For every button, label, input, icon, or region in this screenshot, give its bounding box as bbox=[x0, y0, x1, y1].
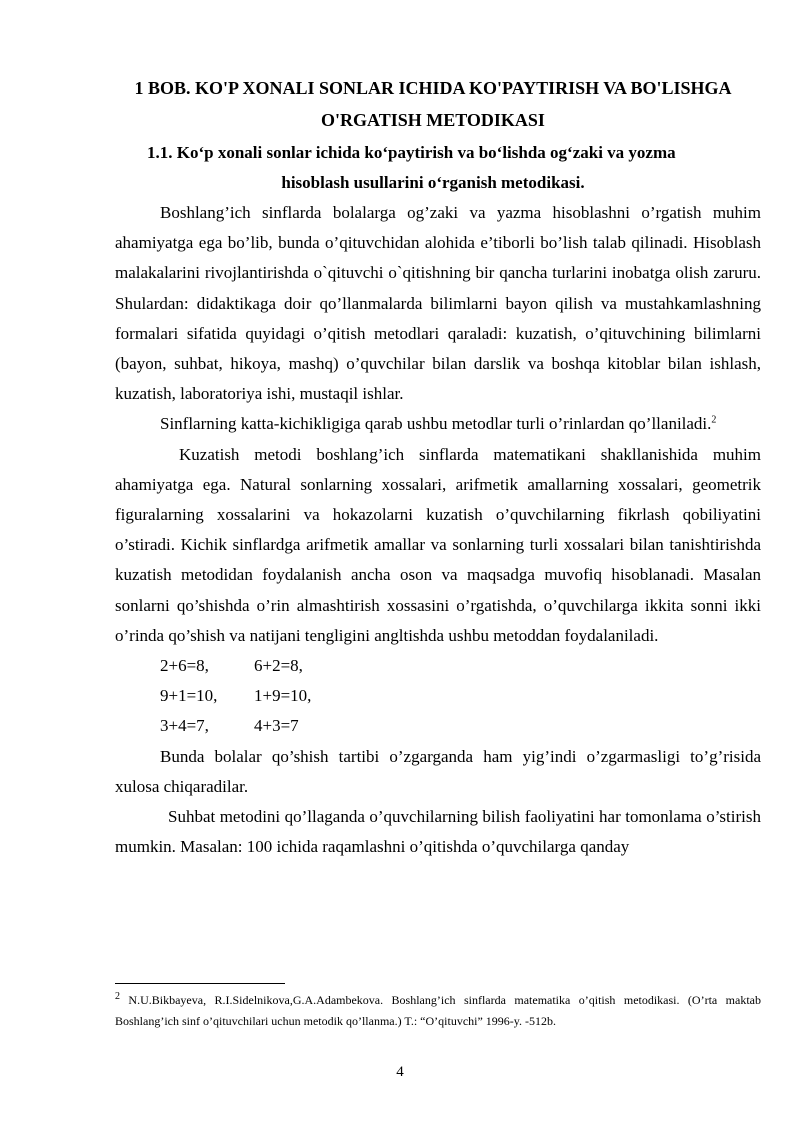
paragraph: Kuzatish metodi boshlang’ich sinflarda matematikani shakllanishida muhim ahamiyatga ega. Natural sonlarning xossalari, arifmetik amallarning xossalari, geometrik figuralarning xossalarini va hokazolarni kuzatish o’quvchilarning fikrlash qobiliyatini o’stiradi. Kichik sinflardga arifmetik amallar va sonlarning turli xossalari bilan tanishtirishda kuzatish metodidan foydalanish ancha oson va maqsadga muvofiq hisoblanadi. Masalan sonlarni qo’shishda o’rin almashtirish xossasini o’rgatishda, o’quvchilarga ikkita sonni ikki o’rinda qo’shish va natijani tengligini angltishda ushbu metoddan foydalaniladi. bbox=[115, 444, 761, 645]
equation-row bbox=[115, 651, 761, 681]
paragraph bbox=[115, 409, 761, 439]
paragraph: Suhbat metodini qo’llaganda o’quvchilarning bilish faoliyatini har tomonlama o’stirish mumkin. Masalan: 100 ichida raqamlashni o’qitishda o’quvchilarga qanday bbox=[115, 807, 761, 857]
equation: 9+1=10, bbox=[160, 686, 218, 706]
equation: 1+9=10, bbox=[254, 686, 312, 706]
footnote-separator bbox=[115, 983, 285, 984]
equation: 3+4=7, bbox=[160, 716, 209, 736]
page-number: 4 bbox=[396, 1064, 404, 1080]
section-title bbox=[105, 138, 761, 198]
footnote bbox=[115, 990, 761, 1032]
paragraph-text: Sinflarning katta-kichikligiga qarab ushbu metodlar turli o’rinlardan qo’llaniladi. bbox=[160, 414, 712, 434]
equation-row bbox=[115, 711, 761, 741]
footnote-text: N.U.Bikbayeva, R.I.Sidelnikova,G.A.Adambekova. Boshlang’ich sinflarda matematika o’qitish metodikasi. (O’rta maktab Boshlang’ich sinf o’qituvchilari uchun metodik qo’llanma.) T.: “O’qituvchi” 1996-y. -512b. bbox=[115, 993, 761, 1028]
paragraph: Bunda bolalar qo’shish tartibi o’zgarganda ham yig’indi o’zgarmasligi to’g’risida xulosa chiqaradilar. bbox=[115, 746, 761, 796]
equation: 2+6=8, bbox=[160, 656, 209, 676]
section-title-line2: hisoblash usullarini o‘rganish metodikasi. bbox=[281, 173, 585, 192]
body-text bbox=[115, 198, 761, 862]
equation: 6+2=8, bbox=[254, 656, 303, 676]
section-title-line1: 1.1. Ko‘p xonali sonlar ichida ko‘paytirish va bo‘lishda og‘zaki va yozma bbox=[147, 143, 676, 162]
chapter-title-line1: 1 BOB. KO'P XONALI SONLAR ICHIDA KO'PAYTIRISH VA BO'LISHGA bbox=[134, 78, 732, 98]
paragraph: Boshlang’ich sinflarda bolalarga og’zaki va yazma hisoblashni o’rgatish muhim ahamiyatga ega bo’lib, bunda o’qituvchidan alohida e’tiborli bo’lish talab qilinadi. Hisoblash malakalarini rivojlantirishda o`qituvchi o`qitishning bir qancha turlarini inobatga olish zaruru. Shulardan: didaktikaga doir qo’llanmalarda bilimlarni bayon qilish va mustahkamlashning formalari sifatida quyidagi o’qitish metodlari qaraladi: kuzatish, o’qituvchining bilimlarni (bayon, suhbat, hikoya, mashq) o’quvchilar bilan darslik va boshqa kitoblar bilan ishlash, kuzatish, laboratoriya ishi, mustaqil ishlar. bbox=[115, 203, 761, 404]
chapter-title bbox=[105, 72, 761, 136]
chapter-title-line2: O'RGATISH METODIKASI bbox=[321, 110, 545, 130]
footnote-number: 2 bbox=[115, 991, 120, 1002]
footnote-ref: 2 bbox=[711, 414, 717, 426]
equation: 4+3=7 bbox=[254, 716, 299, 736]
equation-row bbox=[115, 681, 761, 711]
